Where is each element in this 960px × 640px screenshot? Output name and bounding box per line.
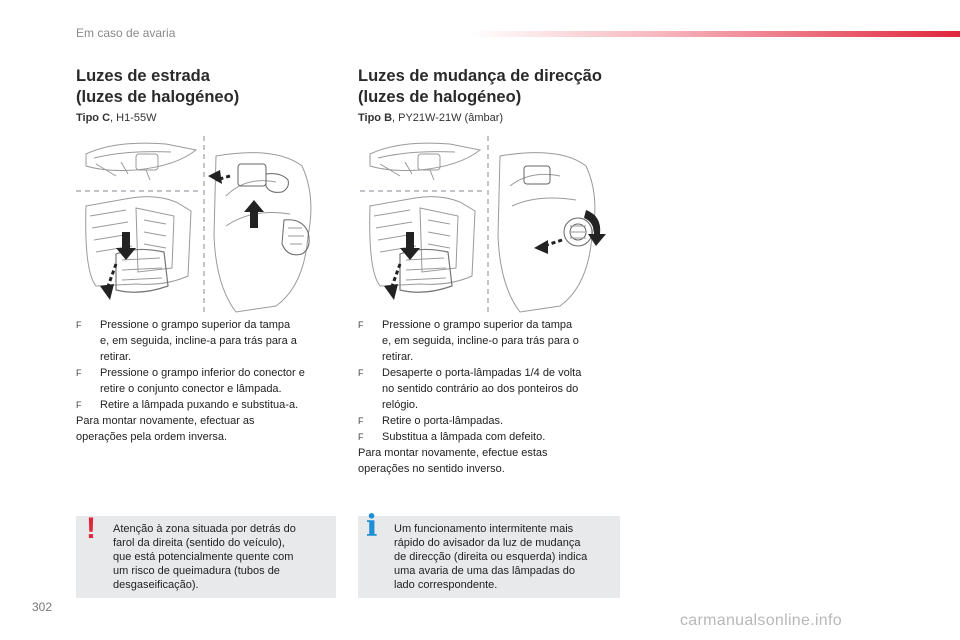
- right-title-line2: (luzes de halogéneo): [358, 88, 522, 106]
- right-step-3: F Retire o porta-lâmpadas.: [358, 415, 504, 427]
- right-title-line1: Luzes de mudança de direcção: [358, 67, 602, 85]
- exclamation-icon: !: [86, 512, 96, 545]
- left-section-title: [76, 66, 239, 108]
- header-accent-bar: [470, 31, 960, 37]
- info-icon: i: [366, 509, 378, 544]
- left-bulb-type: [76, 112, 156, 124]
- bullet-icon: F: [358, 368, 364, 378]
- section-title: Em caso de avaria: [76, 26, 176, 40]
- left-type-label: Tipo C: [76, 112, 111, 124]
- turn-signal-illustration: [360, 136, 618, 316]
- left-reassembly-note: Para montar novamente, efectuar as operações pela ordem inversa.: [76, 415, 255, 443]
- left-step-1: F Pressione o grampo superior da tampa e, em seguida, incline-a para trás para a retirar.: [76, 319, 297, 363]
- bullet-icon: F: [358, 416, 364, 426]
- high-beam-illustration: [76, 136, 334, 316]
- right-type-value: , PY21W-21W (âmbar): [392, 112, 504, 124]
- bullet-icon: F: [76, 368, 82, 378]
- left-title-line2: (luzes de halogéneo): [76, 88, 240, 106]
- right-step-1: F Pressione o grampo superior da tampa e, em seguida, incline-o para trás para o retirar.: [358, 319, 579, 363]
- right-info-callout: [358, 509, 620, 598]
- bullet-icon: F: [76, 400, 82, 410]
- left-warning-callout: [76, 512, 336, 598]
- right-section-title: [358, 66, 602, 108]
- watermark: carmanualsonline.info: [680, 612, 842, 629]
- left-steps-list: [76, 317, 336, 445]
- right-steps-list: [358, 317, 620, 477]
- bullet-icon: F: [358, 320, 364, 330]
- page-number: 302: [32, 600, 53, 614]
- info-text: Um funcionamento intermitente mais rápido do avisador da luz de mudança de direcção (direita ou esquerda) indica uma avaria de uma das lâmpadas do lado correspondente.: [394, 523, 588, 591]
- bullet-icon: F: [76, 320, 82, 330]
- right-step-4: F Substitua a lâmpada com defeito.: [358, 431, 546, 443]
- left-step-3: F Retire a lâmpada puxando e substitua-a.: [76, 399, 299, 411]
- warning-text: Atenção à zona situada por detrás do farol da direita (sentido do veículo), que está potencialmente quente com um risco de queimadura (tubos de desgaseificação).: [113, 523, 296, 591]
- right-reassembly-note: Para montar novamente, efectue estas operações no sentido inverso.: [358, 447, 548, 475]
- right-bulb-type: [358, 112, 503, 124]
- bullet-icon: F: [358, 432, 364, 442]
- left-type-value: , H1-55W: [110, 112, 157, 124]
- right-type-label: Tipo B: [358, 112, 393, 124]
- left-title-line1: Luzes de estrada: [76, 67, 210, 85]
- left-step-2: F Pressione o grampo inferior do conector e retire o conjunto conector e lâmpada.: [76, 367, 305, 395]
- right-step-2: F Desaperte o porta-lâmpadas 1/4 de volta no sentido contrário ao dos ponteiros do relógio.: [358, 367, 582, 411]
